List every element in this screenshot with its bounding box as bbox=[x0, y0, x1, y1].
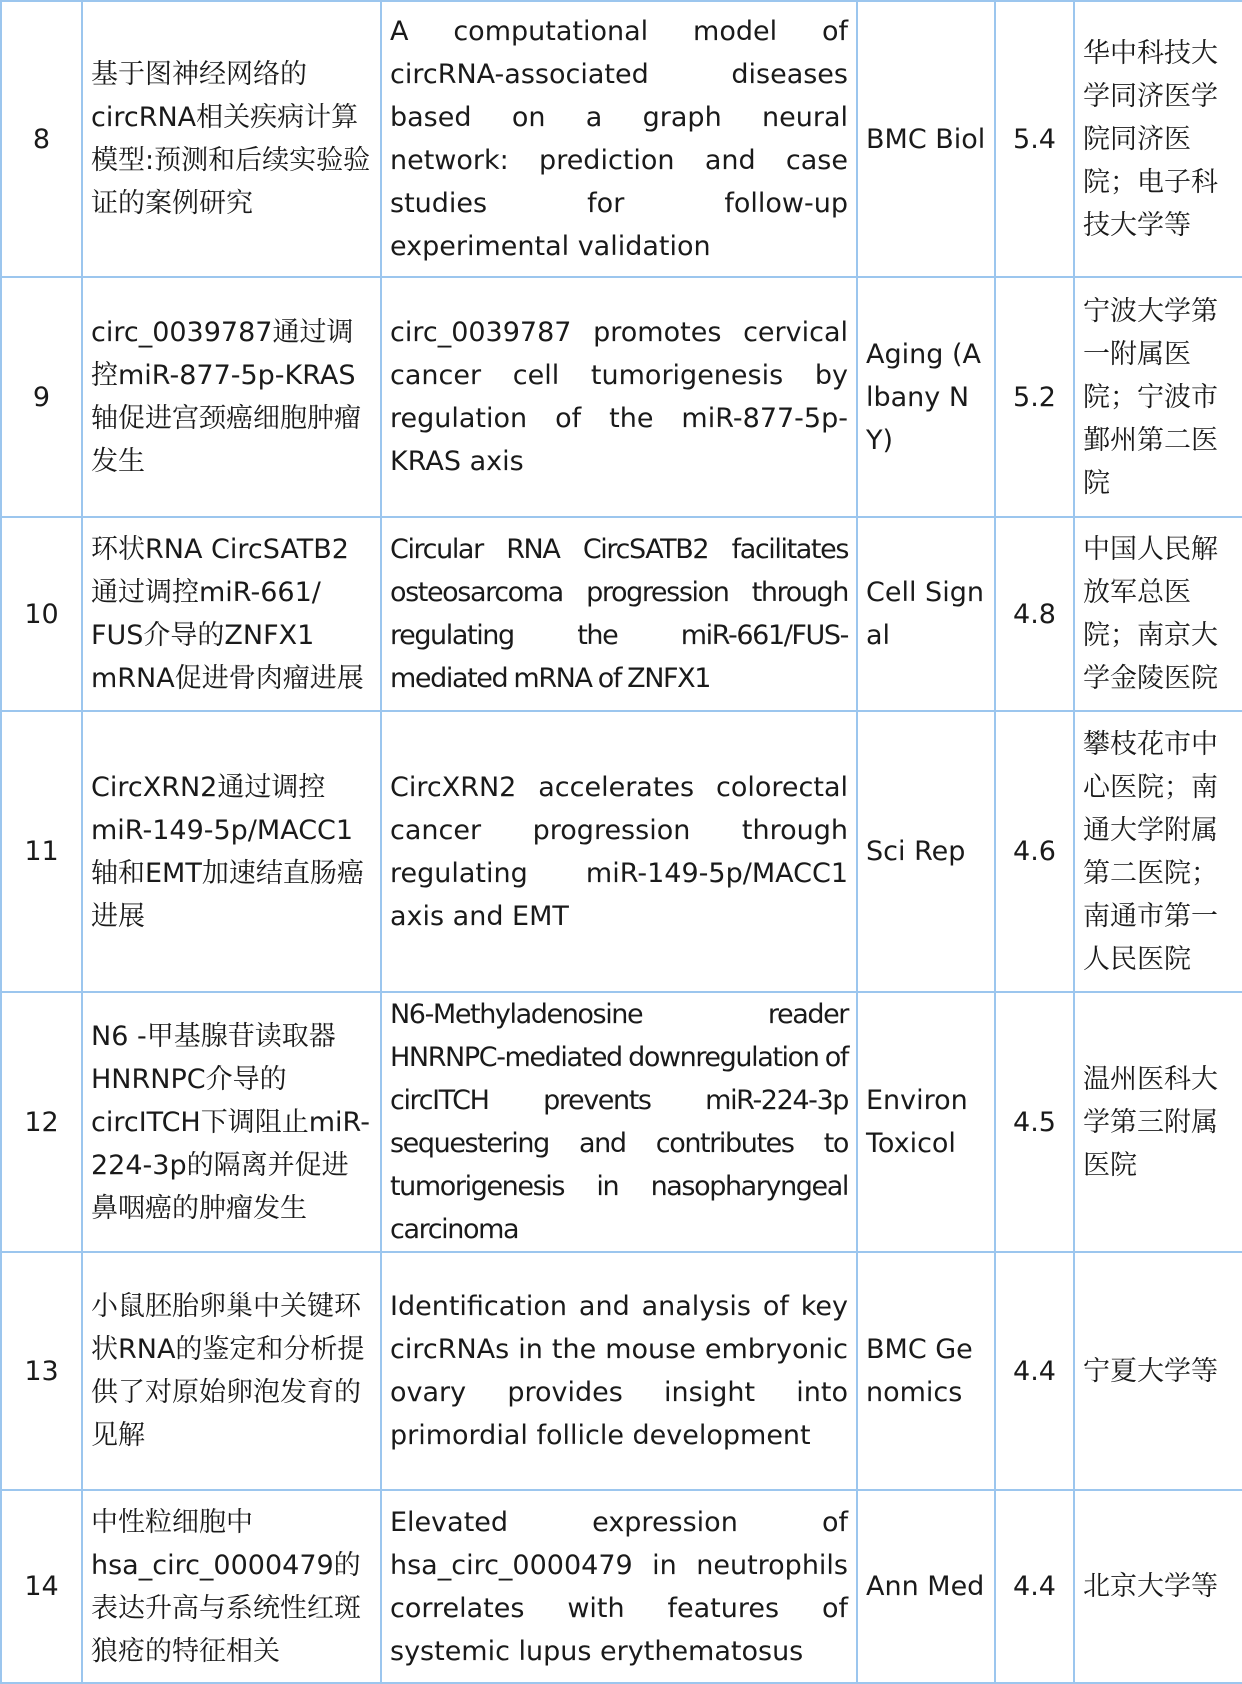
journal: Cell Signal bbox=[857, 517, 995, 711]
title-english: N6-Methyladenosine reader HNRNPC-mediated downregulation of circITCH prevents miR-224-3p sequestering and contributes to tumorigenesis in nasopharyngeal carcinoma bbox=[381, 992, 857, 1252]
institution: 攀枝花市中心医院；南通大学附属第二医院；南通市第一人民医院 bbox=[1074, 711, 1242, 992]
row-number: 9 bbox=[1, 277, 82, 517]
table-row bbox=[1, 517, 1242, 711]
title-chinese: circ_0039787通过调控miR-877-5p-KRAS轴促进宫颈癌细胞肿瘤发生 bbox=[82, 277, 381, 517]
institution: 宁波大学第一附属医院；宁波市鄞州第二医院 bbox=[1074, 277, 1242, 517]
impact-factor: 4.4 bbox=[995, 1490, 1074, 1683]
row-number: 13 bbox=[1, 1252, 82, 1490]
table-row bbox=[1, 1252, 1242, 1490]
row-number: 11 bbox=[1, 711, 82, 992]
row-number: 10 bbox=[1, 517, 82, 711]
journal: Aging (Albany NY) bbox=[857, 277, 995, 517]
impact-factor: 4.6 bbox=[995, 711, 1074, 992]
title-english: CircXRN2 accelerates colorectal cancer progression through regulating miR-149-5p/MACC1 axis and EMT bbox=[381, 711, 857, 992]
institution: 宁夏大学等 bbox=[1074, 1252, 1242, 1490]
title-chinese: 基于图神经网络的circRNA相关疾病计算模型:预测和后续实验验证的案例研究 bbox=[82, 1, 381, 277]
table-row bbox=[1, 1490, 1242, 1683]
institution: 中国人民解放军总医院；南京大学金陵医院 bbox=[1074, 517, 1242, 711]
title-english: A computational model of circRNA-associated diseases based on a graph neural network: prediction and case studies for follow-up experimental validation bbox=[381, 1, 857, 277]
journal: Ann Med bbox=[857, 1490, 995, 1683]
table-row bbox=[1, 277, 1242, 517]
title-english: Elevated expression of hsa_circ_0000479 in neutrophils correlates with features of systemic lupus erythematosus bbox=[381, 1490, 857, 1683]
row-number: 12 bbox=[1, 992, 82, 1252]
journal: BMC Genomics bbox=[857, 1252, 995, 1490]
journal: Environ Toxicol bbox=[857, 992, 995, 1252]
table-row bbox=[1, 992, 1242, 1252]
table-row bbox=[1, 1, 1242, 277]
journal: Sci Rep bbox=[857, 711, 995, 992]
title-chinese: N6 -甲基腺苷读取器HNRNPC介导的circITCH下调阻止miR-224-3p的隔离并促进鼻咽癌的肿瘤发生 bbox=[82, 992, 381, 1252]
row-number: 8 bbox=[1, 1, 82, 277]
row-number: 14 bbox=[1, 1490, 82, 1683]
impact-factor: 4.5 bbox=[995, 992, 1074, 1252]
title-english: circ_0039787 promotes cervical cancer cell tumorigenesis by regulation of the miR-877-5p-KRAS axis bbox=[381, 277, 857, 517]
title-chinese: CircXRN2通过调控miR-149-5p/MACC1轴和EMT加速结直肠癌进展 bbox=[82, 711, 381, 992]
title-chinese: 环状RNA CircSATB2通过调控miR-661/ FUS介导的ZNFX1 mRNA促进骨肉瘤进展 bbox=[82, 517, 381, 711]
institution: 华中科技大学同济医学院同济医院；电子科技大学等 bbox=[1074, 1, 1242, 277]
title-chinese: 小鼠胚胎卵巢中关键环状RNA的鉴定和分析提供了对原始卵泡发育的见解 bbox=[82, 1252, 381, 1490]
institution: 北京大学等 bbox=[1074, 1490, 1242, 1683]
title-english: Circular RNA CircSATB2 facilitates osteosarcoma progression through regulating the miR-661/FUS-mediated mRNA of ZNFX1 bbox=[381, 517, 857, 711]
table-row bbox=[1, 711, 1242, 992]
journal: BMC Biol bbox=[857, 1, 995, 277]
impact-factor: 5.4 bbox=[995, 1, 1074, 277]
title-english: Identification and analysis of key circRNAs in the mouse embryonic ovary provides insight into primordial follicle development bbox=[381, 1252, 857, 1490]
impact-factor: 4.8 bbox=[995, 517, 1074, 711]
institution: 温州医科大学第三附属医院 bbox=[1074, 992, 1242, 1252]
title-chinese: 中性粒细胞中hsa_circ_0000479的表达升高与系统性红斑狼疮的特征相关 bbox=[82, 1490, 381, 1683]
impact-factor: 5.2 bbox=[995, 277, 1074, 517]
impact-factor: 4.4 bbox=[995, 1252, 1074, 1490]
